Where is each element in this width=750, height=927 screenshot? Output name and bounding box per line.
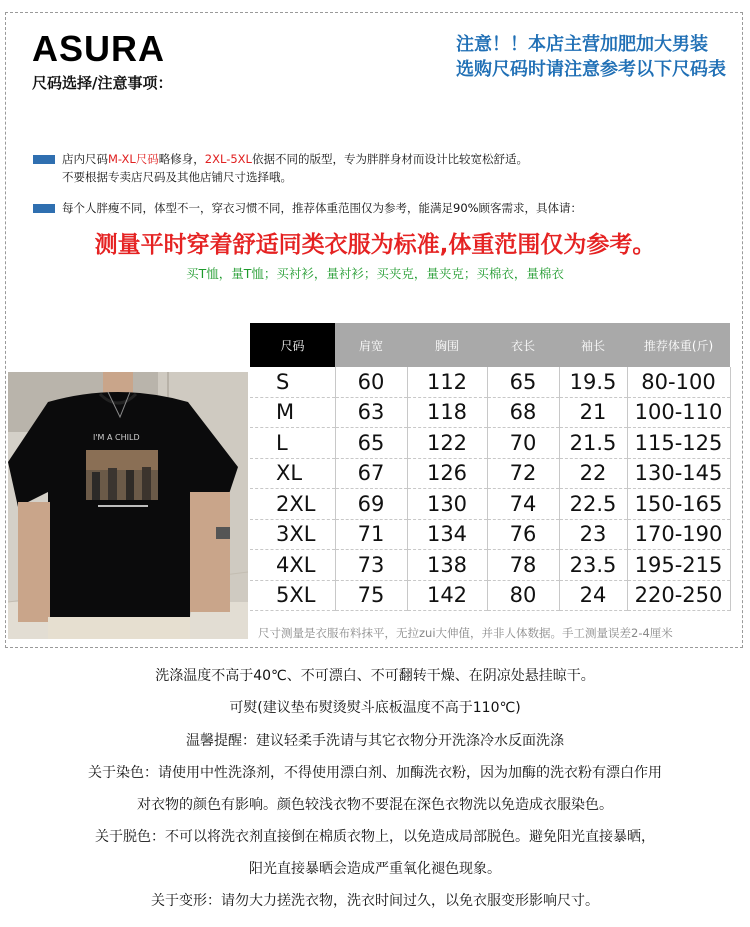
size-cell: L (250, 428, 335, 459)
table-cell: 118 (407, 397, 487, 428)
notice-line-2: 选购尺码时请注意参考以下尺码表 (456, 59, 726, 80)
table-cell: 80 (487, 580, 559, 611)
note-1-text-c: 略修身， (158, 152, 205, 166)
table-cell: 71 (335, 519, 407, 550)
measurement-examples: 买T恤，量T恤；买衬衫，量衬衫；买夹克，量夹克；买棉衣，量棉衣 (186, 266, 564, 281)
note-1-size-range-b: 2XL-5XL (204, 152, 252, 166)
page-subtitle: 尺码选择/注意事项： (32, 74, 173, 92)
table-cell: 74 (487, 489, 559, 520)
table-cell: 75 (335, 580, 407, 611)
table-cell: 21 (559, 397, 627, 428)
size-cell: XL (250, 458, 335, 489)
brand-logo: ASURA (32, 28, 166, 69)
table-cell: 112 (407, 367, 487, 397)
column-header: 袖长 (559, 323, 627, 367)
care-line: 关于染色：请使用中性洗涤剂，不得使用漂白剂、加酶洗衣粉，因为加酶的洗衣粉有漂白作用 (88, 765, 662, 781)
table-cell: 72 (487, 458, 559, 489)
table-cell: 100-110 (627, 397, 730, 428)
table-cell: 22 (559, 458, 627, 489)
table-cell: 68 (487, 397, 559, 428)
table-cell: 24 (559, 580, 627, 611)
table-cell: 126 (407, 458, 487, 489)
table-cell: 23 (559, 519, 627, 550)
table-header-row (250, 323, 730, 367)
bullet-marker (33, 204, 55, 213)
table-row (250, 458, 730, 489)
column-header: 推荐体重(斤) (627, 323, 730, 367)
note-1-text-e: 依据不同的版型，专为胖胖身材而设计比较宽松舒适。 (251, 152, 528, 166)
measurement-note: 尺寸测量是衣服布料抹平，无拉zui大伸值，并非人体数据。手工测量误差2-4厘米 (258, 626, 673, 640)
column-header: 衣长 (487, 323, 559, 367)
table-cell: 76 (487, 519, 559, 550)
table-cell: 23.5 (559, 550, 627, 581)
table-row (250, 580, 730, 611)
table-row (250, 367, 730, 397)
care-line: 阳光直接暴晒会造成严重氧化褪色现象。 (249, 861, 501, 877)
size-cell: 5XL (250, 580, 335, 611)
table-cell: 63 (335, 397, 407, 428)
care-line: 关于脱色：不可以将洗衣剂直接倒在棉质衣物上，以免造成局部脱色。避免阳光直接暴晒， (95, 829, 655, 845)
column-header: 肩宽 (335, 323, 407, 367)
care-line: 关于变形：请勿大力搓洗衣物，洗衣时间过久，以免衣服变形影响尺寸。 (151, 893, 599, 909)
table-cell: 78 (487, 550, 559, 581)
care-line: 温馨提醒：建议轻柔手洗请与其它衣物分开洗涤冷水反面洗涤 (186, 733, 564, 749)
size-cell: 3XL (250, 519, 335, 550)
size-cell: 4XL (250, 550, 335, 581)
table-cell: 220-250 (627, 580, 730, 611)
table-cell: 65 (487, 367, 559, 397)
table-cell: 115-125 (627, 428, 730, 459)
size-cell: 2XL (250, 489, 335, 520)
measurement-advice: 测量平时穿着舒适同类衣服为标准,体重范围仅为参考。 (94, 232, 656, 258)
table-cell: 69 (335, 489, 407, 520)
table-cell: 80-100 (627, 367, 730, 397)
table-cell: 195-215 (627, 550, 730, 581)
table-cell: 134 (407, 519, 487, 550)
size-cell: S (250, 367, 335, 397)
column-header: 尺码 (250, 323, 335, 367)
table-cell: 138 (407, 550, 487, 581)
care-line: 洗涤温度不高于40℃、不可漂白、不可翻转干燥、在阴凉处悬挂晾干。 (155, 668, 595, 684)
table-cell: 70 (487, 428, 559, 459)
shirt-print-text: I'M A CHILD (93, 433, 140, 442)
note-1-size-range-a: M-XL尺码 (108, 152, 159, 166)
table-row (250, 489, 730, 520)
table-cell: 22.5 (559, 489, 627, 520)
table-cell: 142 (407, 580, 487, 611)
notice-line-1: 注意！！本店主营加肥加大男装 (456, 34, 708, 55)
product-photo (8, 372, 248, 639)
column-header: 胸围 (407, 323, 487, 367)
model-illustration (8, 372, 248, 639)
store-notice (456, 32, 726, 82)
note-1-text-a: 店内尺码 (62, 152, 108, 166)
table-cell: 19.5 (559, 367, 627, 397)
note-1-line-2: 不要根据专卖店尺码及其他店铺尺寸选择哦。 (62, 170, 292, 184)
table-cell: 60 (335, 367, 407, 397)
table-row (250, 550, 730, 581)
note-1 (62, 151, 528, 168)
care-line: 可熨(建议垫布熨烫熨斗底板温度不高于110℃) (229, 700, 521, 716)
table-row (250, 397, 730, 428)
size-cell: M (250, 397, 335, 428)
table-cell: 122 (407, 428, 487, 459)
table-cell: 67 (335, 458, 407, 489)
size-chart-table (250, 323, 731, 611)
table-cell: 73 (335, 550, 407, 581)
table-cell: 130 (407, 489, 487, 520)
note-2: 每个人胖瘦不同，体型不一，穿衣习惯不同，推荐体重范围仅为参考，能满足90%顾客需求，具体请： (62, 201, 583, 215)
table-cell: 21.5 (559, 428, 627, 459)
table-cell: 130-145 (627, 458, 730, 489)
care-line: 对衣物的颜色有影响。颜色较浅衣物不要混在深色衣物洗以免造成衣服染色。 (137, 797, 613, 813)
table-cell: 150-165 (627, 489, 730, 520)
table-row (250, 428, 730, 459)
bullet-marker (33, 155, 55, 164)
table-cell: 170-190 (627, 519, 730, 550)
table-row (250, 519, 730, 550)
table-cell: 65 (335, 428, 407, 459)
